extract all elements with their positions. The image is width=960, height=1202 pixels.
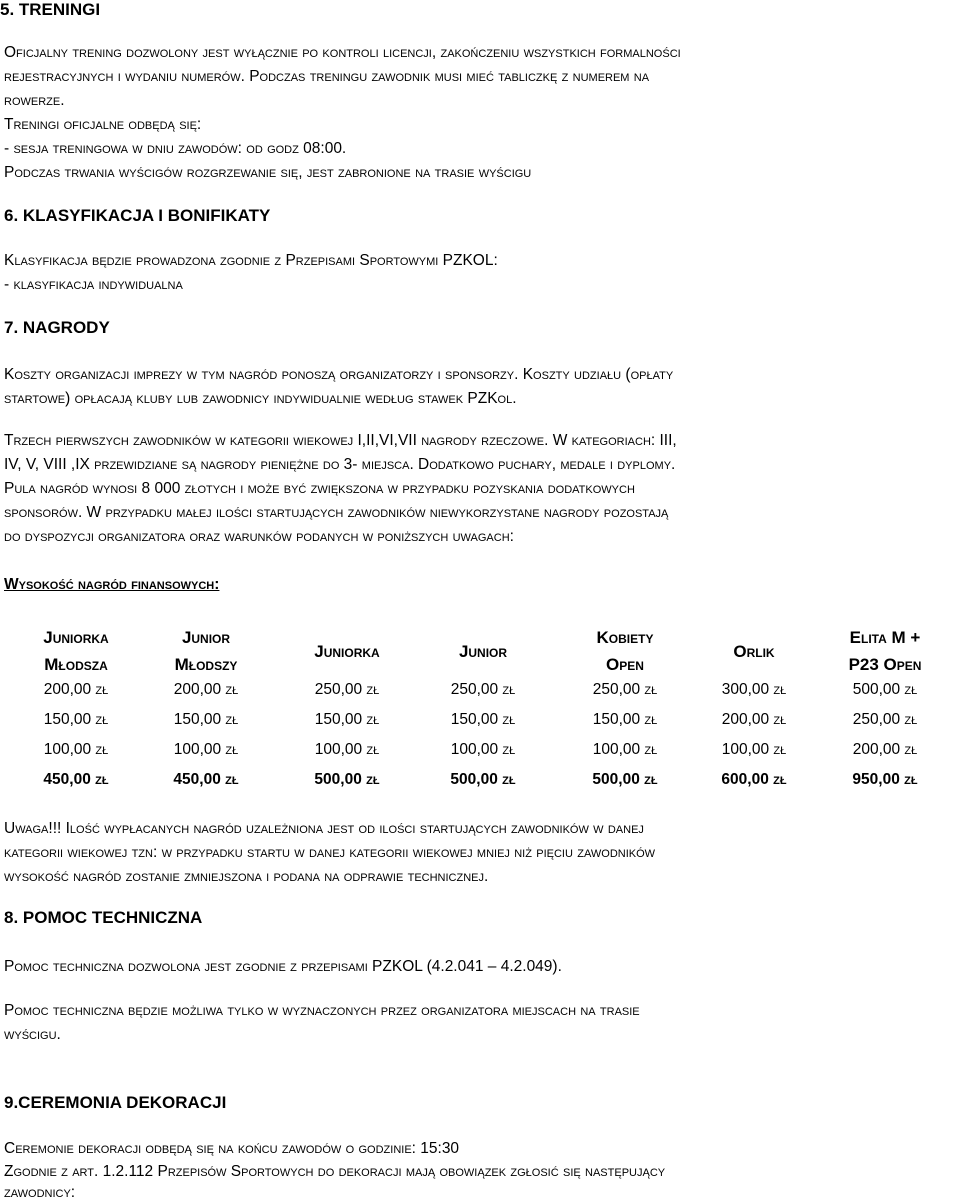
table-cell: 250,00 zł <box>314 681 380 698</box>
table-cell: 100,00 zł <box>314 741 380 758</box>
prize-note-line: kategorii wiekowej tzn: w przypadku startu w danej kategorii wiekowej mniej niż pięciu zawodników <box>4 844 656 861</box>
column-header: Juniorka <box>314 642 380 661</box>
table-cell: 250,00 zł <box>592 681 658 698</box>
table-cell: 100,00 zł <box>450 741 516 758</box>
section-5-line: rowerze. <box>4 92 65 109</box>
section-7-para2-line: sponsorów. W przypadku małej ilości startujących zawodników niewykorzystane nagrody pozostają <box>4 504 669 521</box>
section-5-line: Podczas trwania wyścigów rozgrzewanie się, jest zabronione na trasie wyścigu <box>4 164 532 181</box>
table-total-cell: 950,00 zł <box>852 771 918 788</box>
column-header: Juniorka Młodsza <box>43 628 109 674</box>
table-total-cell: 450,00 zł <box>173 771 239 788</box>
section-9-line: zawodnicy: <box>4 1184 76 1201</box>
column-header: Orlik <box>733 642 775 661</box>
section-5-line: Oficjalny trening dozwolony jest wyłącznie po kontroli licencji, zakończeniu wszystkich formalności <box>4 44 681 61</box>
table-total-cell: 500,00 zł <box>592 771 658 788</box>
section-8-para1: Pomoc techniczna dozwolona jest zgodnie z przepisami PZKOL (4.2.041 – 4.2.049). <box>4 958 562 975</box>
section-5-line: rejestracyjnych i wydaniu numerów. Podczas treningu zawodnik musi mieć tabliczkę z numerem na <box>4 68 650 85</box>
column-header: Kobiety Open <box>596 628 654 674</box>
section-7-para1-line: startowe) opłacają kluby lub zawodnicy indywidualnie według stawek PZKol. <box>4 390 517 407</box>
section-7-para1-line: Koszty organizacji imprezy w tym nagród ponoszą organizatorzy i sponsorzy. Koszty udziału (opłaty <box>4 366 674 383</box>
section-9-line: Ceremonie dekoracji odbędą się na końcu zawodów o godzinie: 15:30 <box>4 1140 460 1157</box>
section-5-line: Treningi oficjalne odbędą się: <box>4 116 202 133</box>
column-header: Junior <box>458 642 508 661</box>
table-cell: 100,00 zł <box>721 741 787 758</box>
table-cell: 100,00 zł <box>173 741 239 758</box>
prize-note-line: Uwaga!!! Ilość wypłacanych nagród uzależniona jest od ilości startujących zawodników w danej <box>4 820 644 837</box>
table-cell: 150,00 zł <box>592 711 658 728</box>
column-header: Junior Młodszy <box>174 628 238 674</box>
table-cell: 150,00 zł <box>43 711 109 728</box>
table-cell: 500,00 zł <box>852 681 918 698</box>
table-cell: 200,00 zł <box>852 741 918 758</box>
prize-table-title: Wysokość nagród finansowych: <box>4 576 220 593</box>
table-cell: 150,00 zł <box>450 711 516 728</box>
section-9-line: Zgodnie z art. 1.2.112 Przepisów Sportowych do dekoracji mają obowiązek zgłosić się następujący <box>4 1163 666 1180</box>
section-9-heading: 9.CEREMONIA DEKORACJI <box>4 1093 227 1112</box>
section-7-para2-line: Pula nagród wynosi 8 000 złotych i może być zwiększona w przypadku pozyskania dodatkowych <box>4 480 635 497</box>
section-5-line: - sesja treningowa w dniu zawodów: od godz 08:00. <box>4 140 347 157</box>
section-6-line: Klasyfikacja będzie prowadzona zgodnie z Przepisami Sportowymi PZKOL: <box>4 252 498 269</box>
section-8-para2-line: Pomoc techniczna będzie możliwa tylko w wyznaczonych przez organizatora miejscach na trasie <box>4 1002 640 1019</box>
table-cell: 200,00 zł <box>43 681 109 698</box>
table-total-cell: 500,00 zł <box>450 771 516 788</box>
table-cell: 200,00 zł <box>173 681 239 698</box>
section-8-para2-line: wyścigu. <box>4 1026 61 1043</box>
column-header: Elita M + P23 Open <box>848 628 922 674</box>
prize-note-line: wysokość nagród zostanie zmniejszona i podana na odprawie technicznej. <box>4 868 489 885</box>
table-cell: 250,00 zł <box>450 681 516 698</box>
section-8-heading: 8. POMOC TECHNICZNA <box>4 908 203 927</box>
table-cell: 100,00 zł <box>592 741 658 758</box>
table-total-cell: 500,00 zł <box>314 771 380 788</box>
section-7-para2-line: do dyspozycji organizatora oraz warunków podanych w poniższych uwagach: <box>4 528 514 545</box>
table-total-cell: 600,00 zł <box>721 771 787 788</box>
table-cell: 100,00 zł <box>43 741 109 758</box>
section-5-heading: 5. TRENINGI <box>0 0 101 19</box>
table-cell: 200,00 zł <box>721 711 787 728</box>
section-7-heading: 7. NAGRODY <box>4 318 110 337</box>
table-cell: 250,00 zł <box>852 711 918 728</box>
table-cell: 150,00 zł <box>314 711 380 728</box>
table-total-cell: 450,00 zł <box>43 771 109 788</box>
table-cell: 150,00 zł <box>173 711 239 728</box>
table-cell: 300,00 zł <box>721 681 787 698</box>
section-7-para2-line: IV, V, VIII ,IX przewidziane są nagrody pieniężne do 3- miejsca. Dodatkowo puchary, medale i dyplomy. <box>4 456 676 473</box>
section-6-line: - klasyfikacja indywidualna <box>4 276 183 293</box>
section-7-para2-line: Trzech pierwszych zawodników w kategorii wiekowej I,II,VI,VII nagrody rzeczowe. W kategoriach: III, <box>4 432 677 449</box>
section-6-heading: 6. KLASYFIKACJA I BONIFIKATY <box>4 206 271 225</box>
